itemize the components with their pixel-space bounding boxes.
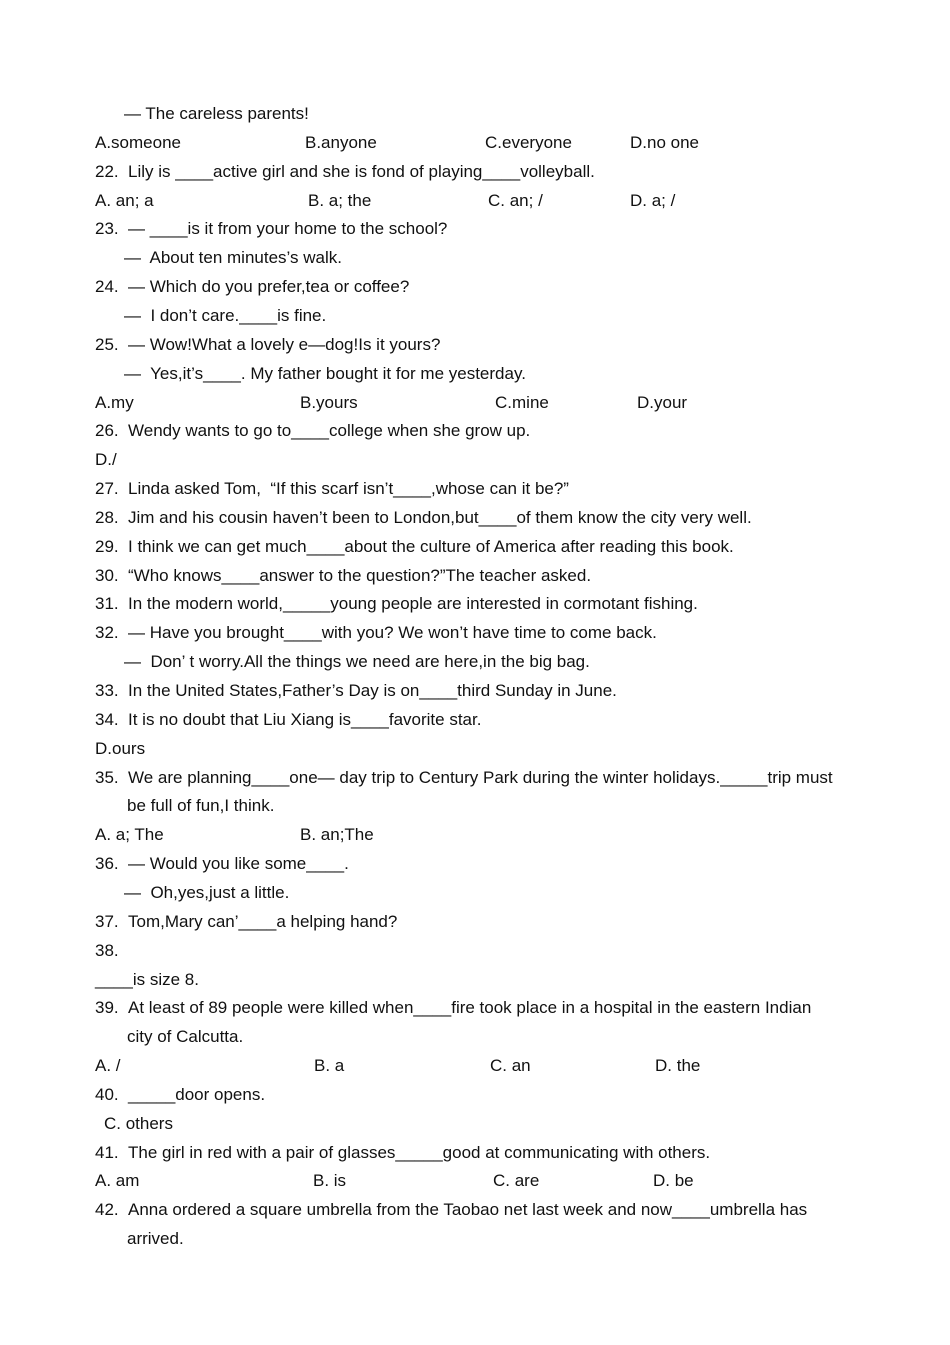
question-line [95, 622, 657, 644]
question-text: — Wow!What a lovely e—dog!Is it yours? [128, 334, 441, 354]
question-number: 42. [95, 1200, 119, 1220]
answer-option: C.mine [495, 392, 549, 412]
question-line [95, 1199, 807, 1221]
question-number: 30. [95, 565, 119, 585]
question-line [95, 276, 409, 298]
question-line [95, 1142, 710, 1164]
question-line [95, 161, 595, 183]
answer-option: C. are [493, 1171, 540, 1191]
question-line [95, 767, 833, 789]
answer-option: B. an;The [300, 825, 374, 845]
question-text: — ____is it from your home to the school? [128, 219, 448, 239]
question-line [95, 853, 349, 875]
dialogue-reply: — About ten minutes’s walk. [124, 248, 342, 268]
question-number: 32. [95, 623, 119, 643]
answer-options [0, 1170, 950, 1192]
question-line [95, 940, 128, 962]
question-text: In the United States,Father’s Day is on____third Sunday in June. [128, 681, 617, 700]
question-line [95, 507, 752, 529]
question-text: The girl in red with a pair of glasses_____good at communicating with others. [128, 1142, 711, 1162]
question-number: 39. [95, 998, 119, 1018]
question-text: — Have you brought____with you? We won’t have time to come back. [128, 623, 657, 643]
text-line: ____is size 8. [95, 969, 199, 989]
question-line [95, 911, 397, 933]
text-line: D./ [95, 450, 117, 470]
answer-options [0, 1055, 950, 1077]
question-text: _____door opens. [128, 1084, 266, 1104]
question-number: 38. [95, 940, 119, 960]
question-text: Jim and his cousin haven’t been to London,but____of them know the city very well. [128, 507, 752, 527]
answer-option: C.everyone [485, 132, 572, 152]
question-continuation: arrived. [127, 1229, 184, 1249]
question-text: — Which do you prefer,tea or coffee? [128, 277, 410, 297]
answer-option: A.someone [95, 132, 181, 152]
question-number: 27. [95, 479, 119, 499]
question-number: 40. [95, 1084, 119, 1104]
question-number: 23. [95, 219, 119, 239]
text-line: D.ours [95, 738, 146, 758]
question-number: 28. [95, 507, 119, 527]
answer-option: B.anyone [305, 132, 377, 152]
answer-option: D.no one [630, 132, 699, 152]
question-number: 41. [95, 1142, 119, 1162]
dialogue-reply: — Yes,it’s____. My father bought it for me yesterday. [124, 363, 526, 383]
question-text: Anna ordered a square umbrella from the Taobao net last week and now____umbrella has [128, 1200, 808, 1220]
question-number: 26. [95, 421, 119, 441]
question-number: 25. [95, 334, 119, 354]
answer-options [0, 824, 950, 846]
question-text: Linda asked Tom, “If this scarf isn’t____,whose can it be?” [128, 479, 569, 499]
dialogue-reply: — I don’t care.____is fine. [124, 305, 327, 325]
question-text: — Would you like some____. [128, 854, 349, 874]
question-line [95, 1084, 265, 1106]
question-number: 37. [95, 911, 119, 931]
question-line [95, 420, 530, 442]
answer-option: C. an; / [488, 190, 543, 210]
question-line [95, 478, 569, 500]
dialogue-reply: — Don’ t worry.All the things we need are here,in the big bag. [124, 652, 590, 672]
answer-option: A. / [95, 1056, 121, 1076]
answer-options [0, 392, 950, 414]
question-number: 35. [95, 767, 119, 787]
dialogue-reply: — The careless parents! [124, 104, 309, 123]
answer-option: A. an; a [95, 190, 154, 210]
question-continuation: city of Calcutta. [127, 1027, 244, 1047]
dialogue-reply: — Oh,yes,just a little. [124, 882, 290, 902]
answer-option: A. am [95, 1171, 140, 1191]
answer-option: D. a; / [630, 190, 676, 210]
answer-options [0, 190, 950, 212]
answer-option: D. be [653, 1171, 694, 1191]
answer-option: D.your [637, 392, 688, 412]
answer-option: C. others [104, 1113, 173, 1133]
question-number: 24. [95, 277, 119, 297]
question-line [95, 218, 447, 240]
question-number: 22. [95, 161, 119, 181]
question-number: 31. [95, 594, 119, 614]
answer-option: A.my [95, 392, 134, 412]
question-line [95, 997, 811, 1019]
answer-options [0, 132, 950, 154]
question-continuation: be full of fun,I think. [127, 796, 275, 816]
question-text: At least of 89 people were killed when____fire took place in a hospital in the eastern Indian [128, 998, 812, 1018]
answer-option: A. a; The [95, 825, 164, 845]
question-line [95, 334, 440, 356]
question-text: “Who knows____answer to the question?”The teacher asked. [128, 565, 592, 585]
question-line [95, 536, 734, 558]
question-text: Wendy wants to go to____college when she grow up. [128, 421, 531, 441]
question-number: 33. [95, 681, 119, 700]
answer-option: B. a; the [308, 190, 372, 210]
question-text: We are planning____one— day trip to Century Park during the winter holidays._____trip must [128, 767, 833, 787]
question-line [95, 680, 617, 702]
answer-option: B. is [313, 1171, 347, 1191]
answer-option: D. the [655, 1056, 701, 1076]
question-text: Lily is ____active girl and she is fond of playing____volleyball. [128, 161, 595, 181]
question-line [95, 709, 481, 731]
question-text: In the modern world,_____young people are interested in cormotant fishing. [128, 594, 698, 614]
answer-option: C. an [490, 1056, 531, 1076]
question-number: 34. [95, 709, 119, 729]
question-text: It is no doubt that Liu Xiang is____favorite star. [128, 709, 482, 729]
question-number: 36. [95, 854, 119, 874]
answer-option: B. a [314, 1056, 345, 1076]
question-line [95, 565, 591, 587]
question-line [95, 593, 698, 615]
answer-option: B.yours [300, 392, 358, 412]
question-text: Tom,Mary can’____a helping hand? [128, 911, 398, 931]
question-number: 29. [95, 536, 119, 556]
question-text: I think we can get much____about the culture of America after reading this book. [128, 536, 734, 556]
